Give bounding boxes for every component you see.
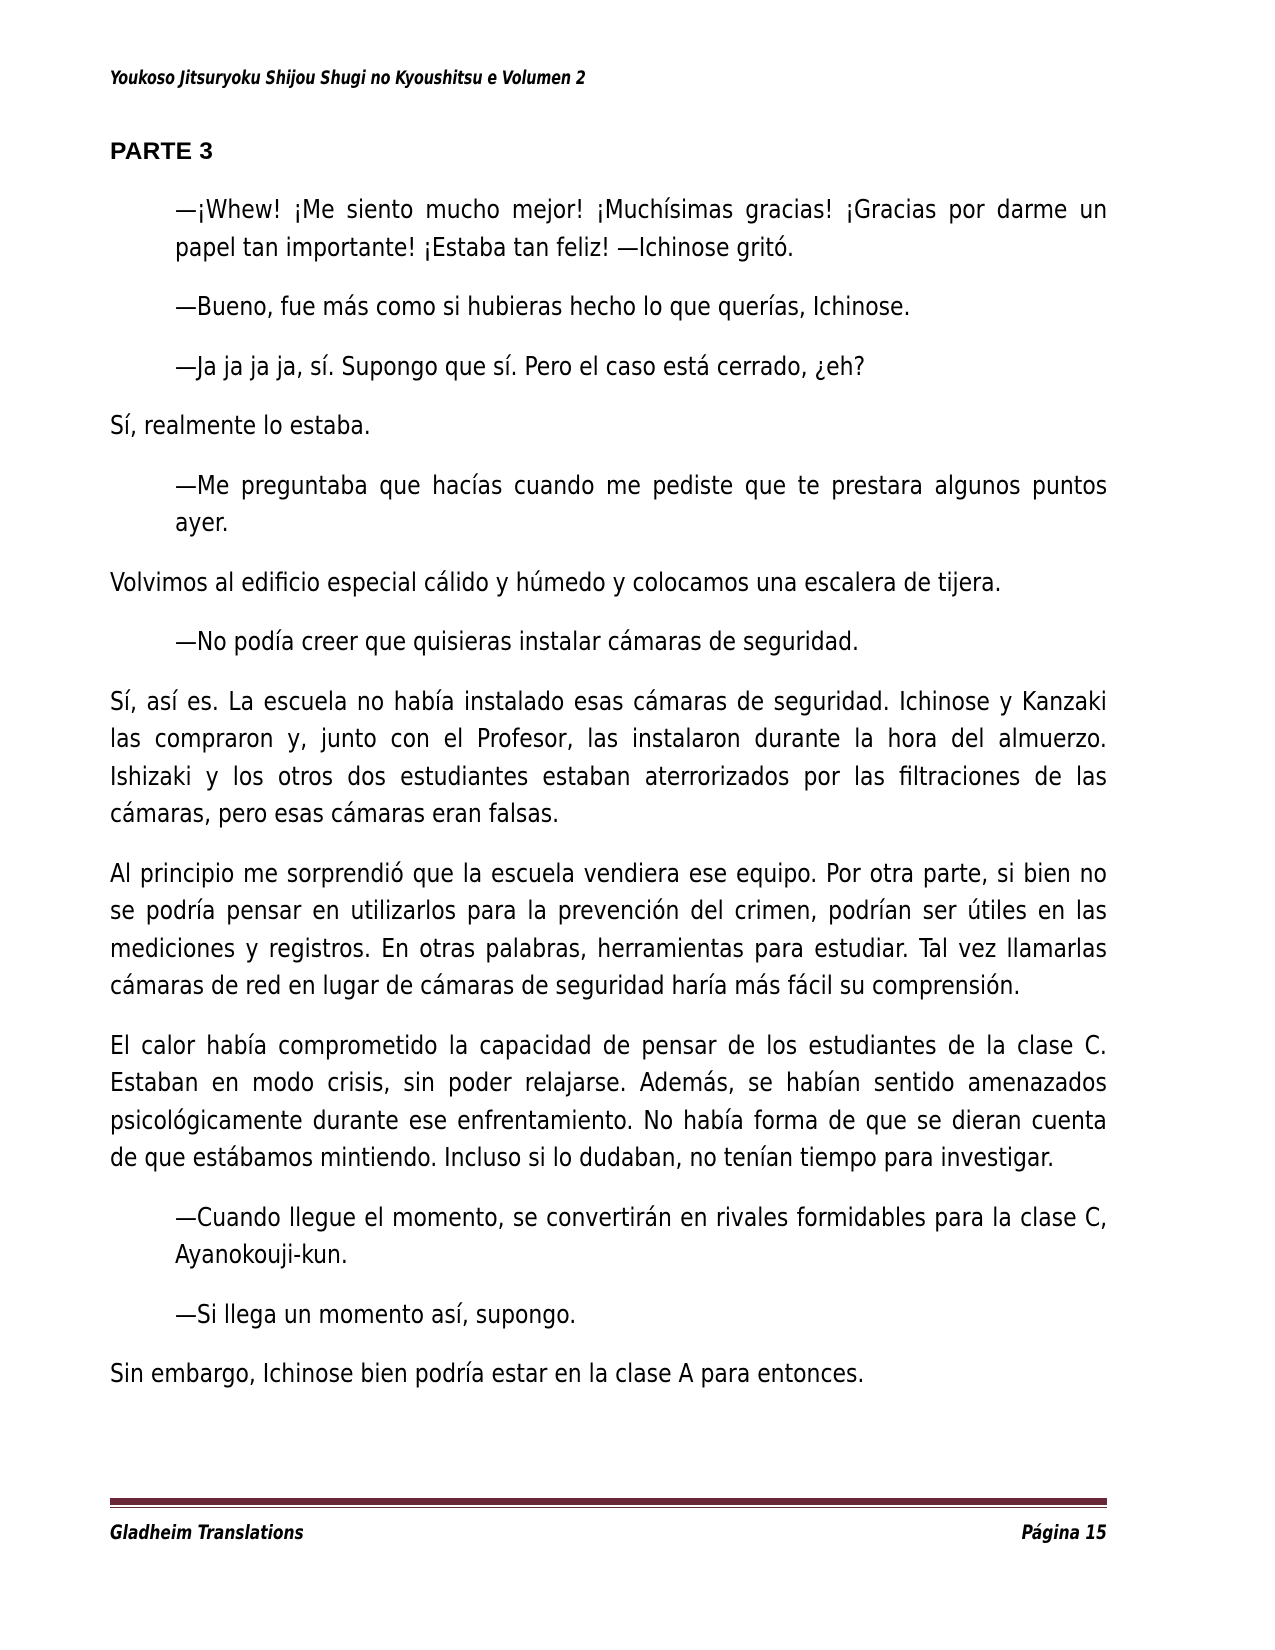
footer-page-number: Página 15 — [1021, 1521, 1107, 1544]
paragraph-narrative: Sí, así es. La escuela no había instalado esas cámaras de seguridad. Ichinose y Kanzaki las compraron y, junto con el Profesor, las instalaron durante la hora del almuerzo. Ishizaki y los otros dos estudiantes estaban aterrorizados por las filtraciones de las cámaras, pero esas cámaras eran falsas. — [110, 686, 1107, 829]
footer-content-row — [110, 1521, 1107, 1544]
paragraph-narrative: Volvimos al edificio especial cálido y húmedo y colocamos una escalera de tijera. — [110, 567, 1002, 598]
running-header — [110, 68, 1105, 89]
paragraph-dialogue: —Cuando llegue el momento, se convertirán en rivales formidables para la clase C, Ayanokouji-kun. — [175, 1202, 1108, 1270]
page-title: PARTE 3 — [110, 138, 214, 165]
document-body — [110, 138, 1107, 1394]
paragraph-dialogue: —No podía creer que quisieras instalar cámaras de seguridad. — [175, 627, 859, 657]
header-book-title: Youkoso Jitsuryoku Shijou Shugi no Kyoushitsu e Volumen 2 — [110, 68, 586, 89]
paragraph-narrative: Sin embargo, Ichinose bien podría estar en la clase A para entonces. — [110, 1359, 865, 1389]
running-footer — [110, 1498, 1107, 1545]
paragraph-dialogue: —Me preguntaba que hacías cuando me pediste que te prestara algunos puntos ayer. — [175, 470, 1108, 538]
footer-translator-credit: Gladheim Translations — [110, 1521, 304, 1544]
footer-rule-thick — [110, 1498, 1107, 1505]
paragraph-dialogue: —Ja ja ja ja, sí. Supongo que sí. Pero el caso está cerrado, ¿eh? — [175, 351, 866, 382]
paragraph-dialogue: —Bueno, fue más como si hubieras hecho lo que querías, Ichinose. — [175, 292, 911, 322]
paragraph-narrative: Sí, realmente lo estaba. — [110, 411, 371, 441]
paragraph-narrative: El calor había comprometido la capacidad de pensar de los estudiantes de la clase C. Estaban en modo crisis, sin poder relajarse. Además, se habían sentido amenazados psicológicamente durante ese enfrentamiento. No había forma de que se dieran cuenta de que estábamos mintiendo. Incluso si lo dudaban, no tenían tiempo para investigar. — [110, 1030, 1107, 1173]
paragraph-narrative: Al principio me sorprendió que la escuela vendiera ese equipo. Por otra parte, si bien no se podría pensar en utilizarlos para la prevención del crimen, podrían ser útiles en las mediciones y registros. En otras palabras, herramientas para estudiar. Tal vez llamarlas cámaras de red en lugar de cámaras de seguridad haría más fácil su comprensión. — [110, 858, 1107, 1001]
paragraph-dialogue: —¡Whew! ¡Me siento mucho mejor! ¡Muchísimas gracias! ¡Gracias por darme un papel tan importante! ¡Estaba tan feliz! —Ichinose gritó. — [175, 195, 1108, 263]
paragraph-dialogue: —Si llega un momento así, supongo. — [175, 1299, 577, 1330]
footer-rule-thin — [110, 1507, 1107, 1509]
